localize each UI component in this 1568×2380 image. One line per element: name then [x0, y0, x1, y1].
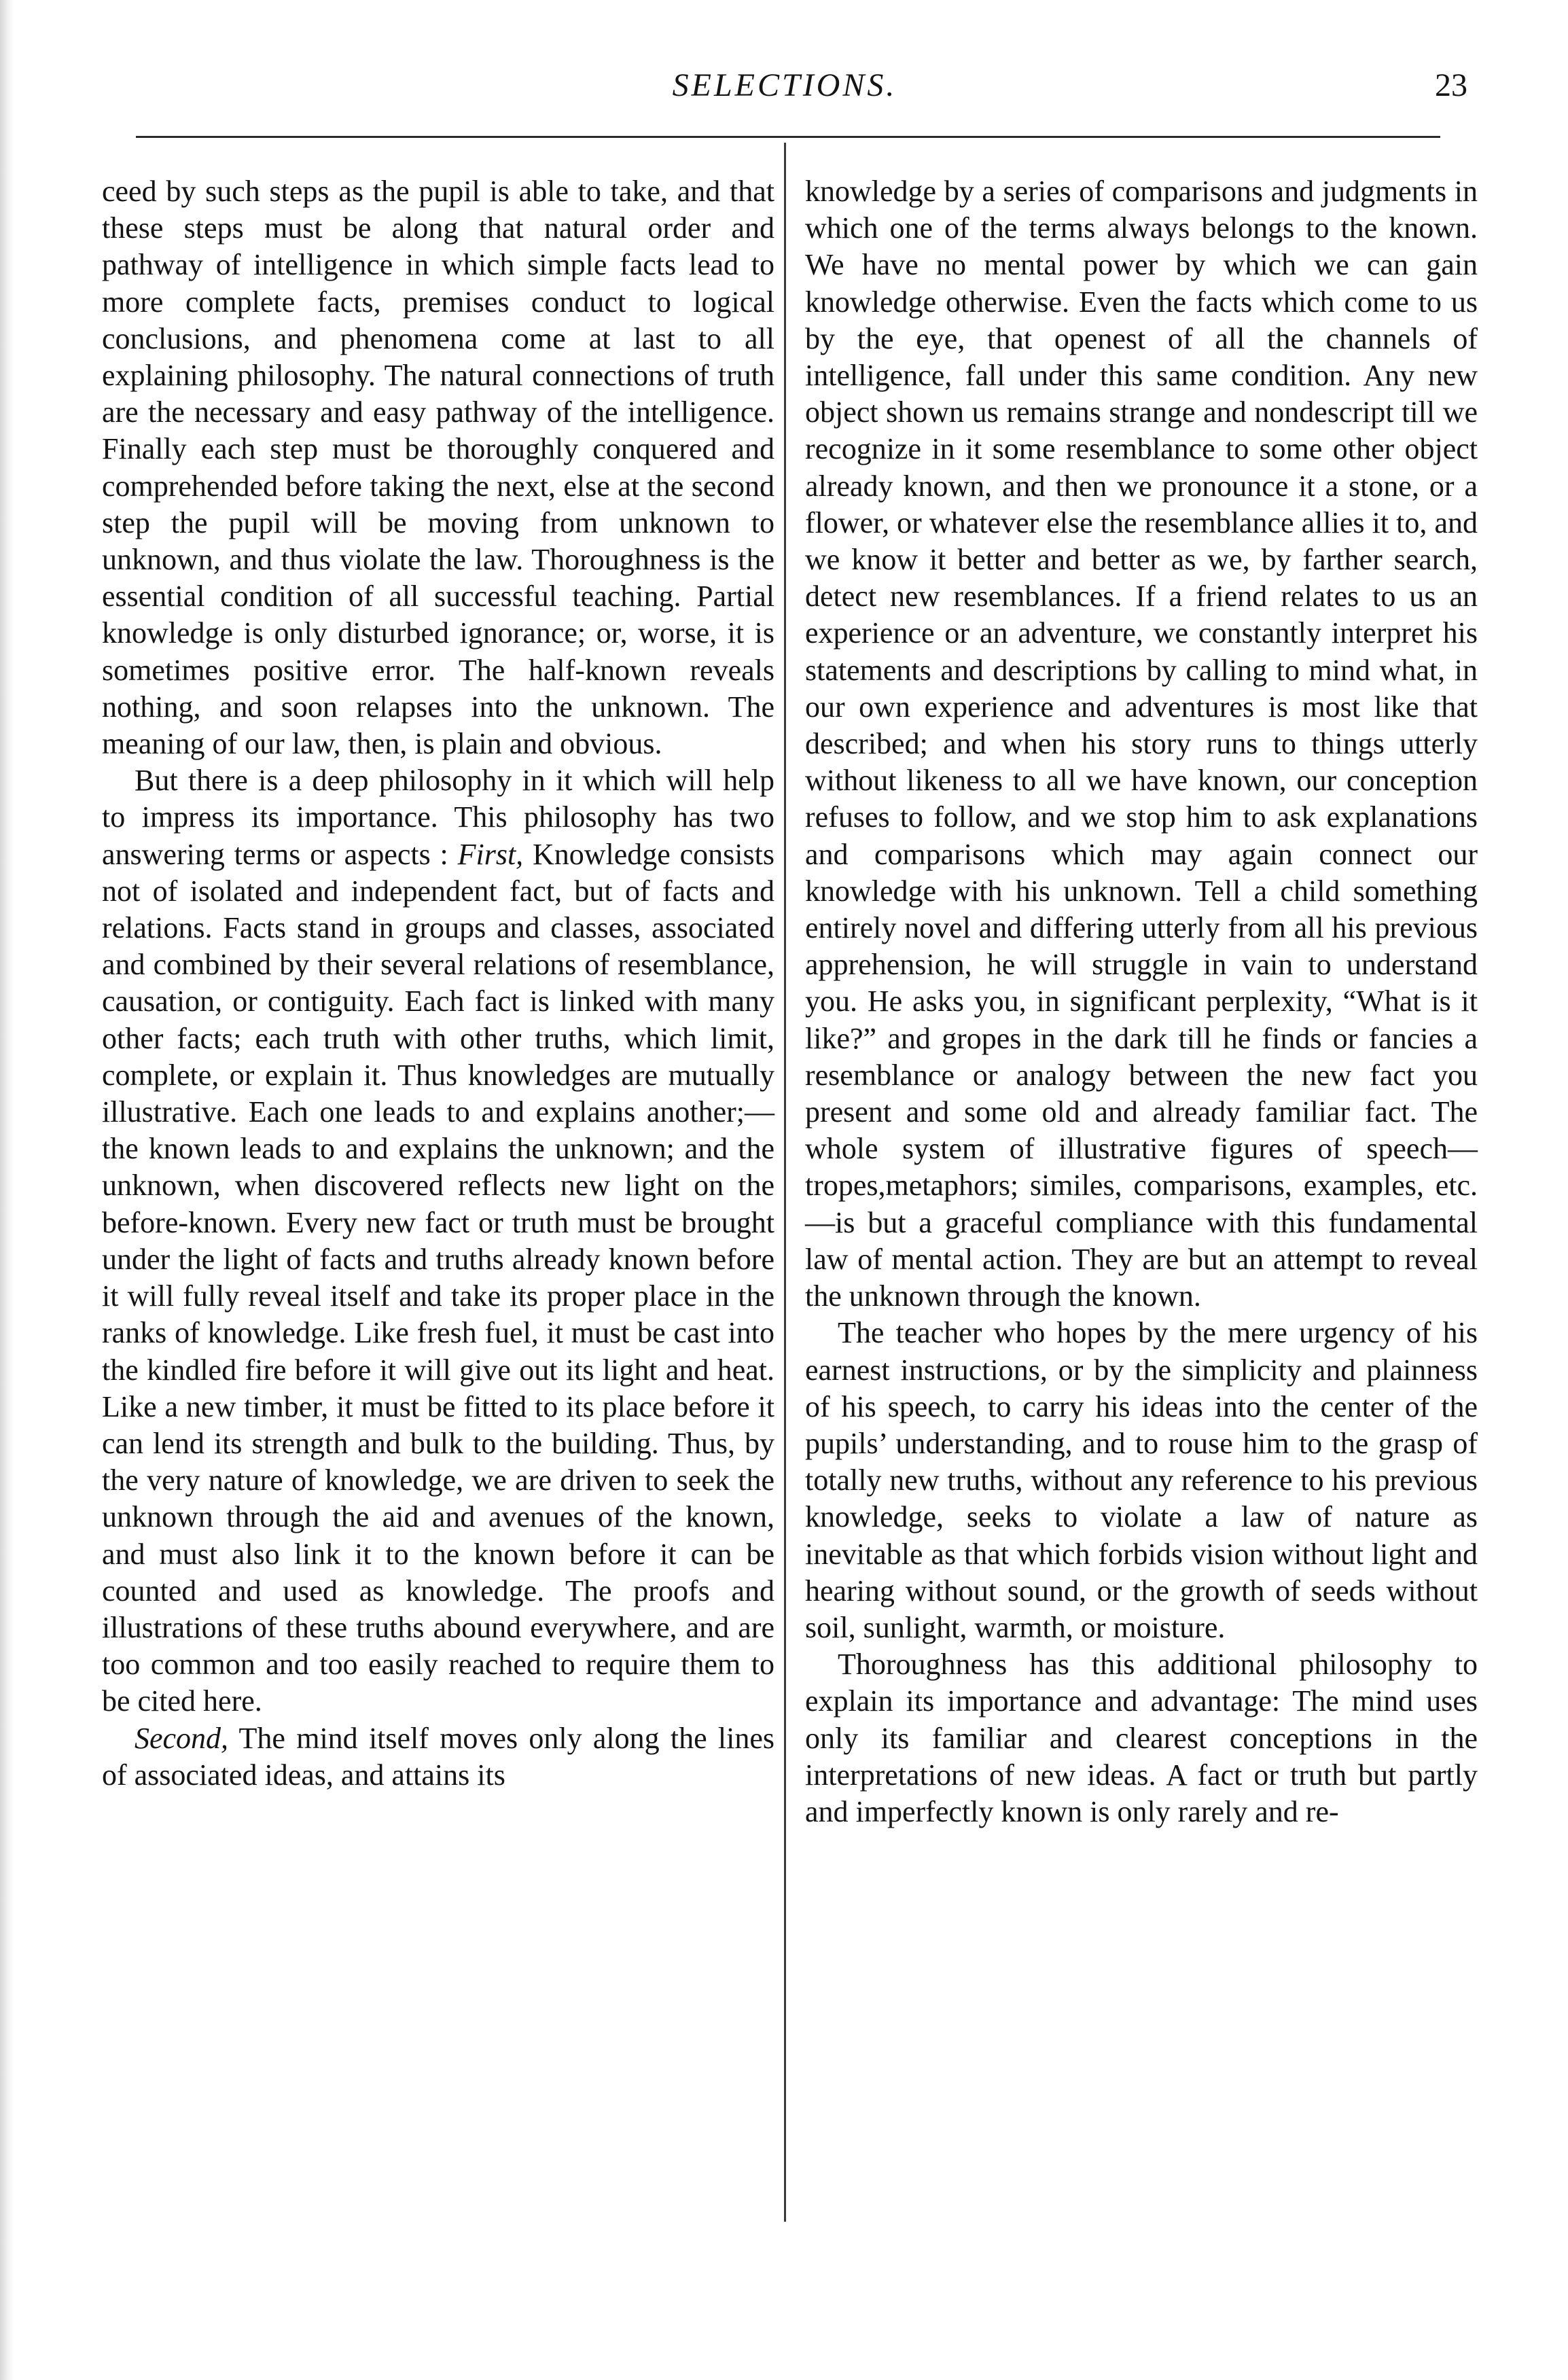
left-paragraph-2-lead: But there is a deep philosophy in it which will help to impress its importance. This philosophy has two answering terms or aspects :	[102, 764, 774, 871]
page-number: 23	[1435, 67, 1467, 103]
right-paragraph-3: Thoroughness has this additional philosophy to explain its importance and advantage: The mind uses only its familiar and clearest conceptions in the interpretations of new ideas. A fact or truth but partly and imperfectly known is only rarely and re-	[805, 1648, 1478, 1828]
scanned-page-edge	[0, 0, 14, 2380]
left-paragraph-2-rest: Knowledge consists not of isolated and independent fact, but of facts and relations. Facts stand in groups and classes, associated and combined by their several relations of resemblance, causation, or contiguity. Each fact is linked with many other facts; each truth with other truths, which limit, complete, or explain it. Thus knowledges are mutually illustrative. Each one leads to and explains another;— the known leads to and explains the unknown; and the unknown, when discovered reflects new light on the before-known. Every new fact or truth must be brought under the light of facts and truths already known before it will fully reveal itself and take its proper place in the ranks of knowledge. Like fresh fuel, it must be cast into the kindled fire before it will give out its light and heat. Like a new timber, it must be fitted to its place before it can lend its strength and bulk to the building. Thus, by the very nature of knowledge, we are driven to seek the unknown through the aid and avenues of the known, and must also link it to the known before it can be counted and used as knowledge. The proofs and illustrations of these truths abound everywhere, and are too common and too easily reached to require them to be cited here.	[102, 837, 774, 1718]
left-paragraph-3-rest: The mind itself moves only along the lines of associated ideas, and attains its	[102, 1721, 774, 1792]
header-rule	[136, 136, 1440, 138]
right-column	[805, 173, 1478, 1830]
right-paragraph-2: The teacher who hopes by the mere urgency of his earnest instructions, or by the simplicity and plainness of his speech, to carry his ideas into the center of the pupils’ understanding, and to rouse him to the grasp of totally new truths, without any reference to his previous knowledge, seeks to violate a law of nature as inevitable as that which forbids vision without light and hearing without sound, or the growth of seeds without soil, sunlight, warmth, or moisture.	[805, 1316, 1478, 1644]
left-column	[102, 173, 774, 1794]
running-head	[102, 67, 1467, 114]
second-emphasis: Second,	[135, 1721, 229, 1755]
running-head-title: SELECTIONS.	[672, 67, 897, 103]
left-paragraph-2	[102, 762, 774, 1720]
right-paragraph-1: knowledge by a series of comparisons and judgments in which one of the terms always belongs to the known. We have no mental power by which we can gain knowledge otherwise. Even the facts which come to us by the eye, that openest of all the channels of intelligence, fall under this same condition. Any new object shown us remains strange and nondescript till we recognize in it some resemblance to some other object already known, and then we pronounce it a stone, or a flower, or whatever else the resemblance allies it to, and we know it better and better as we, by farther search, detect new resemblances. If a friend relates to us an experience or an adventure, we constantly interpret his statements and descriptions by calling to mind what, in our own experience and adventures is most like that described; and when his story runs to things utterly without likeness to all we have known, our conception refuses to follow, and we stop him to ask explanations and comparisons which may again connect our knowledge with his unknown. Tell a child something entirely novel and differing utterly from all his previous apprehension, he will struggle in vain to understand you. He asks you, in significant perplexity, “What is it like?” and gropes in the dark till he finds or fancies a resemblance or analogy between the new fact you present and some old and already familiar fact. The whole system of illustrative figures of speech—tropes,metaphors; similes, comparisons, examples, etc.—is but a graceful compliance with this fundamental law of mental action. They are but an attempt to reveal the unknown through the known.	[805, 175, 1478, 1313]
column-divider	[784, 143, 786, 2222]
first-emphasis: First,	[457, 837, 524, 871]
left-paragraph-1: ceed by such steps as the pupil is able to take, and that these steps must be along that natural order and pathway of intelligence in which simple facts lead to more complete facts, premises conduct to logical conclusions, and phenomena come at last to all explaining philosophy. The natural connections of truth are the necessary and easy pathway of the intelligence. Finally each step must be thoroughly conquered and comprehended before taking the next, else at the second step the pupil will be moving from unknown to unknown, and thus violate the law. Thoroughness is the essential condition of all successful teaching. Partial knowledge is only disturbed ignorance; or, worse, it is sometimes positive error. The half-known reveals nothing, and soon relapses into the unknown. The meaning of our law, then, is plain and obvious.	[102, 175, 774, 761]
left-paragraph-3	[102, 1720, 774, 1794]
